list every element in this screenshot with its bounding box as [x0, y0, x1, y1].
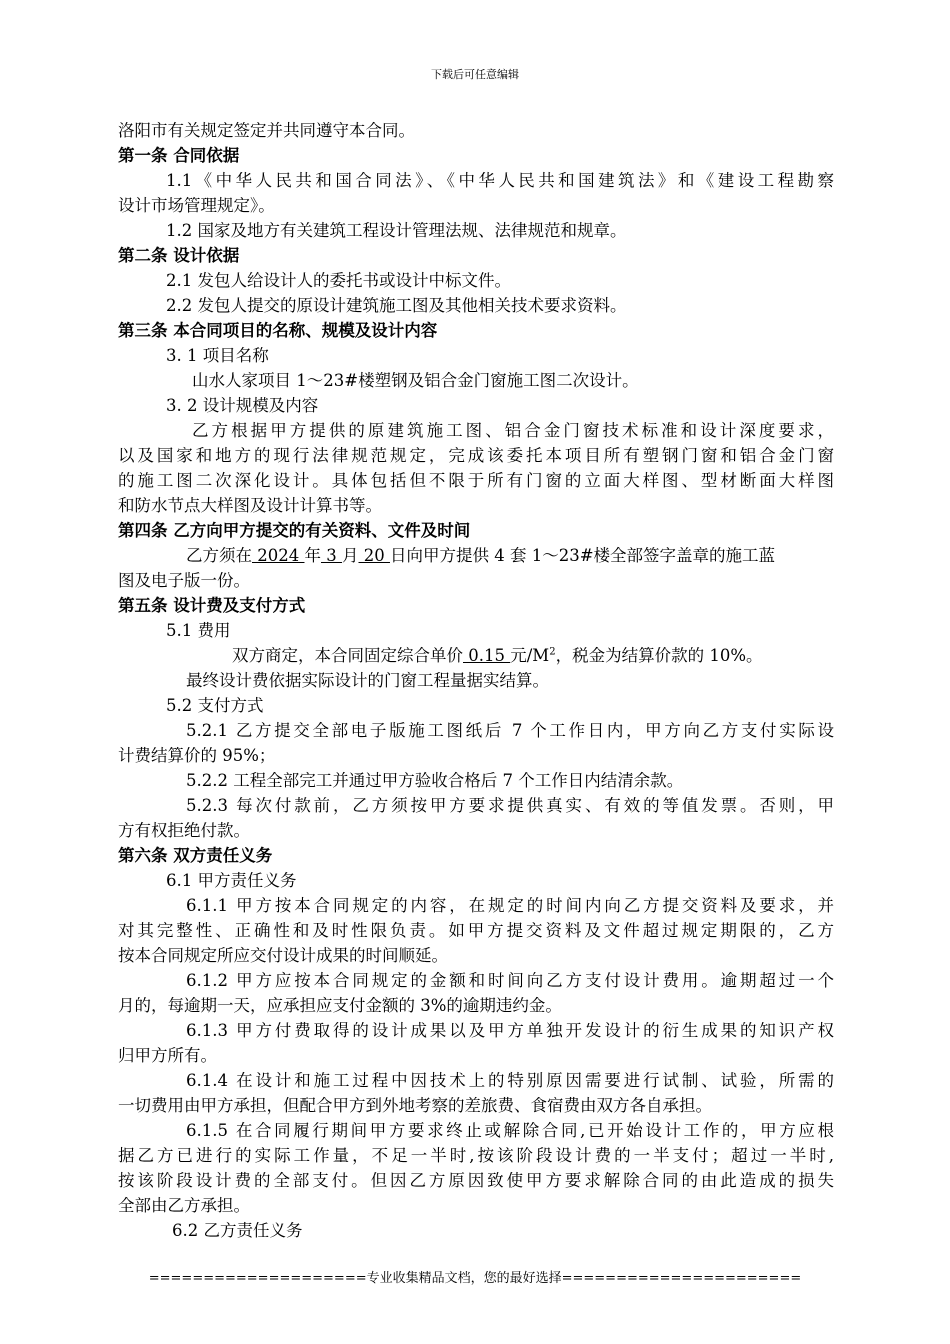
text-line: 6.1 甲方责任义务 [166, 871, 297, 890]
text-line: 一切费用由甲方承担，但配合甲方到外地考察的差旅费、食宿费由双方各自承担。 [118, 1096, 712, 1115]
page-header: 下载后可任意编辑 [431, 68, 519, 81]
text-line: 方有权拒绝付款。 [118, 821, 250, 840]
text-line: 全部由乙方承担。 [118, 1196, 250, 1215]
text-line: 和防水节点大样图及设计计算书等。 [118, 496, 382, 515]
article-2-heading: 第二条 设计依据 [118, 246, 240, 265]
text-line: 5.2.2 工程全部完工并通过甲方验收合格后 7 个工作日内结清余款。 [186, 771, 684, 790]
text-segment: 元/M [510, 646, 550, 665]
text-line: 月的，每逾期一天，应承担应支付金额的 3%的逾期违约金。 [118, 996, 562, 1015]
text-segment: 日向甲方提供 4 套 1～23#楼全部签字盖章的施工蓝 [389, 546, 776, 565]
text-line: 以及国家和地方的现行法律规范规定，完成该委托本项目所有塑钢门窗和铝合金门窗 [118, 446, 834, 465]
text-segment: 年 [304, 546, 321, 565]
text-line: 1.2 国家及地方有关建筑工程设计管理法规、法律规范和规章。 [166, 221, 627, 240]
text-line: 图及电子版一份。 [118, 571, 250, 590]
text-line: 5.2.1 乙方提交全部电子版施工图纸后 7 个工作日内，甲方向乙方支付实际设 [186, 721, 834, 740]
text-line: 6.1.5 在合同履行期间甲方要求终止或解除合同,已开始设计工作的，甲方应根 [186, 1121, 834, 1140]
text-line: 5.2 支付方式 [166, 696, 264, 715]
page-footer: ====================专业收集精品文档，您的最好选择====================== [148, 1271, 802, 1286]
text-line: 据乙方已进行的实际工作量，不足一半时,按该阶段设计费的一半支付；超过一半时, [118, 1146, 834, 1165]
text-segment: 乙方须在 [186, 546, 252, 565]
article-6-heading: 第六条 双方责任义务 [118, 846, 273, 865]
text-line: 2.1 发包人给设计人的委托书或设计中标文件。 [166, 271, 511, 290]
article-1-heading: 第一条 合同依据 [118, 146, 240, 165]
price-line [118, 643, 834, 668]
text-line: 6.2 乙方责任义务 [172, 1221, 303, 1240]
text-line: 设计市场管理规定》。 [118, 196, 275, 215]
text-line: 的施工图二次深化设计。具体包括但不限于所有门窗的立面大样图、型材断面大样图 [118, 471, 834, 490]
text-segment: ，税金为结算价款的 10%。 [555, 646, 763, 665]
text-line: 最终设计费依据实际设计的门窗工程量据实结算。 [186, 671, 549, 690]
text-line: 按本合同规定所应交付设计成果的时间顺延。 [118, 946, 448, 965]
text-line: 对其完整性、正确性和及时性限负责。如甲方提交资料及文件超过规定期限的，乙方 [118, 921, 834, 940]
text-line: 5.2.3 每次付款前，乙方须按甲方要求提供真实、有效的等值发票。否则，甲 [186, 796, 834, 815]
text-line: 6.1.2 甲方应按本合同规定的金额和时间向乙方支付设计费用。逾期超过一个 [186, 971, 834, 990]
text-line: 6.1.4 在设计和施工过程中因技术上的特别原因需要进行试制、试验，所需的 [186, 1071, 834, 1090]
contract-body [118, 118, 834, 1243]
text-line: 按该阶段设计费的全部支付。但因乙方原因致使甲方要求解除合同的由此造成的损失 [118, 1171, 834, 1190]
delivery-date-line [118, 543, 834, 568]
text-line: 5.1 费用 [166, 621, 231, 640]
text-line: 6.1.1 甲方按本合同规定的内容，在规定的时间内向乙方提交资料及要求，并 [186, 896, 834, 915]
text-line: 6.1.3 甲方付费取得的设计成果以及甲方单独开发设计的衍生成果的知识产权 [186, 1021, 834, 1040]
text-line: 2.2 发包人提交的原设计建筑施工图及其他相关技术要求资料。 [166, 296, 627, 315]
text-line: 3. 2 设计规模及内容 [166, 396, 319, 415]
superscript: 2 [549, 646, 556, 658]
text-line: 归甲方所有。 [118, 1046, 217, 1065]
delivery-day: 20 [358, 546, 390, 565]
article-4-heading: 第四条 乙方向甲方提交的有关资料、文件及时间 [118, 521, 471, 540]
unit-price: 0.15 [463, 646, 511, 665]
text-line: 1.1《中华人民共和国合同法》、《中华人民共和国建筑法》和《建设工程勘察 [166, 171, 834, 190]
text-line: 乙方根据甲方提供的原建筑施工图、铝合金门窗技术标准和设计深度要求， [192, 421, 834, 440]
project-name: 山水人家项目 1～23#楼塑钢及铝合金门窗施工图二次设计。 [192, 371, 639, 390]
text-line: 洛阳市有关规定签定并共同遵守本合同。 [118, 121, 415, 140]
delivery-year: 2024 [252, 546, 305, 565]
article-5-heading: 第五条 设计费及支付方式 [118, 596, 306, 615]
text-line: 计费结算价的 95%； [118, 746, 276, 765]
delivery-month: 3 [320, 546, 342, 565]
text-line: 3. 1 项目名称 [166, 346, 269, 365]
text-segment: 月 [341, 546, 359, 565]
text-segment: 双方商定，本合同固定综合单价 [232, 646, 463, 665]
article-3-heading: 第三条 本合同项目的名称、规模及设计内容 [118, 321, 438, 340]
